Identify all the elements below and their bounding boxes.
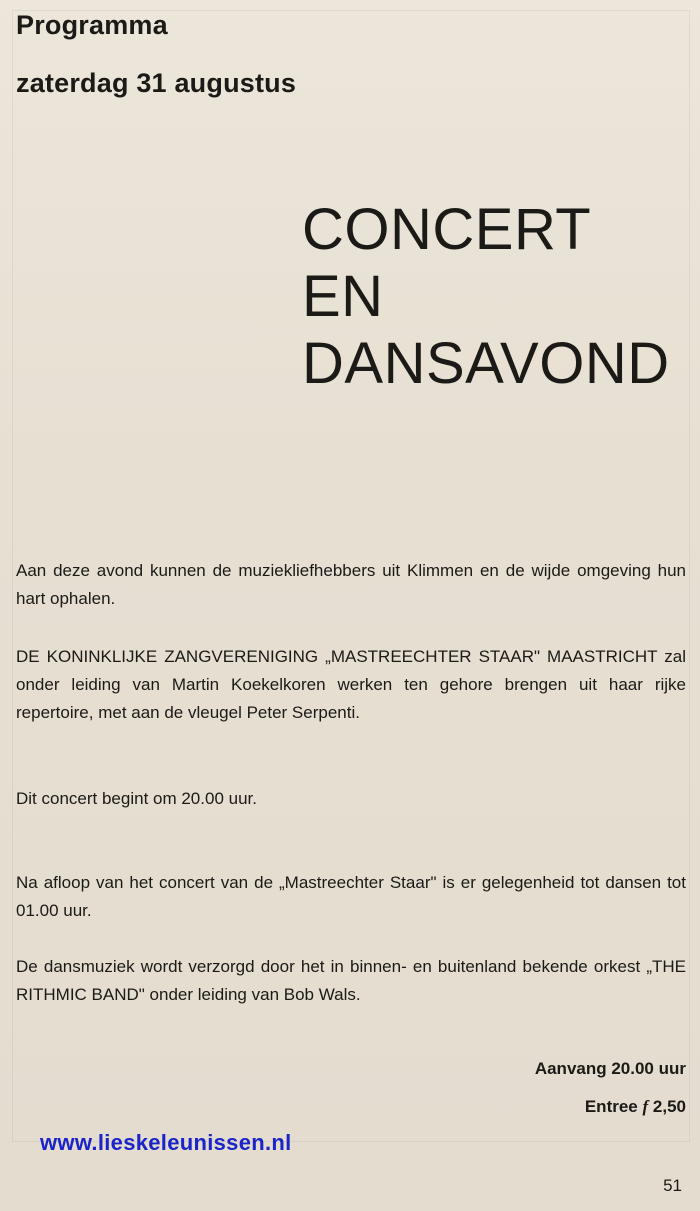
headline-line-1: CONCERT bbox=[302, 197, 592, 262]
admission-info bbox=[535, 1050, 686, 1126]
entry-amount: 2,50 bbox=[652, 1097, 686, 1116]
choir-paragraph: DE KONINKLIJKE ZANGVERENIGING „MASTREECHTER STAAR" MAASTRICHT zal onder leiding van Martin Koekelkoren werken ten gehore brengen uit haar rijke repertoire, met aan de vleugel Peter Serpenti. bbox=[16, 647, 686, 722]
headline-line-3: DANSAVOND bbox=[302, 331, 670, 396]
website-watermark: www.lieskeleunissen.nl bbox=[40, 1130, 292, 1155]
band-paragraph: De dansmuziek wordt verzorgd door het in binnen- en buitenland bekende orkest „THE RITHMIC BAND" onder leiding van Bob Wals. bbox=[16, 957, 686, 1004]
entry-price bbox=[535, 1088, 686, 1126]
headline-line-2: EN bbox=[302, 264, 384, 329]
intro-paragraph: Aan deze avond kunnen de muziekliefhebbers uit Klimmen en de wijde omgeving hun hart ophalen. bbox=[16, 561, 686, 608]
section-title: Programma bbox=[16, 10, 168, 40]
concert-start-paragraph: Dit concert begint om 20.00 uur. bbox=[16, 789, 257, 808]
event-headline bbox=[302, 196, 670, 397]
dance-paragraph: Na afloop van het concert van de „Mastreechter Staar" is er gelegenheid tot dansen tot 01.00 uur. bbox=[16, 873, 686, 920]
entry-label: Entree bbox=[584, 1097, 638, 1116]
page-number: 51 bbox=[663, 1176, 682, 1195]
guilder-sign: f bbox=[642, 1097, 649, 1116]
start-time: Aanvang 20.00 uur bbox=[534, 1059, 686, 1078]
event-date: zaterdag 31 augustus bbox=[16, 68, 297, 98]
